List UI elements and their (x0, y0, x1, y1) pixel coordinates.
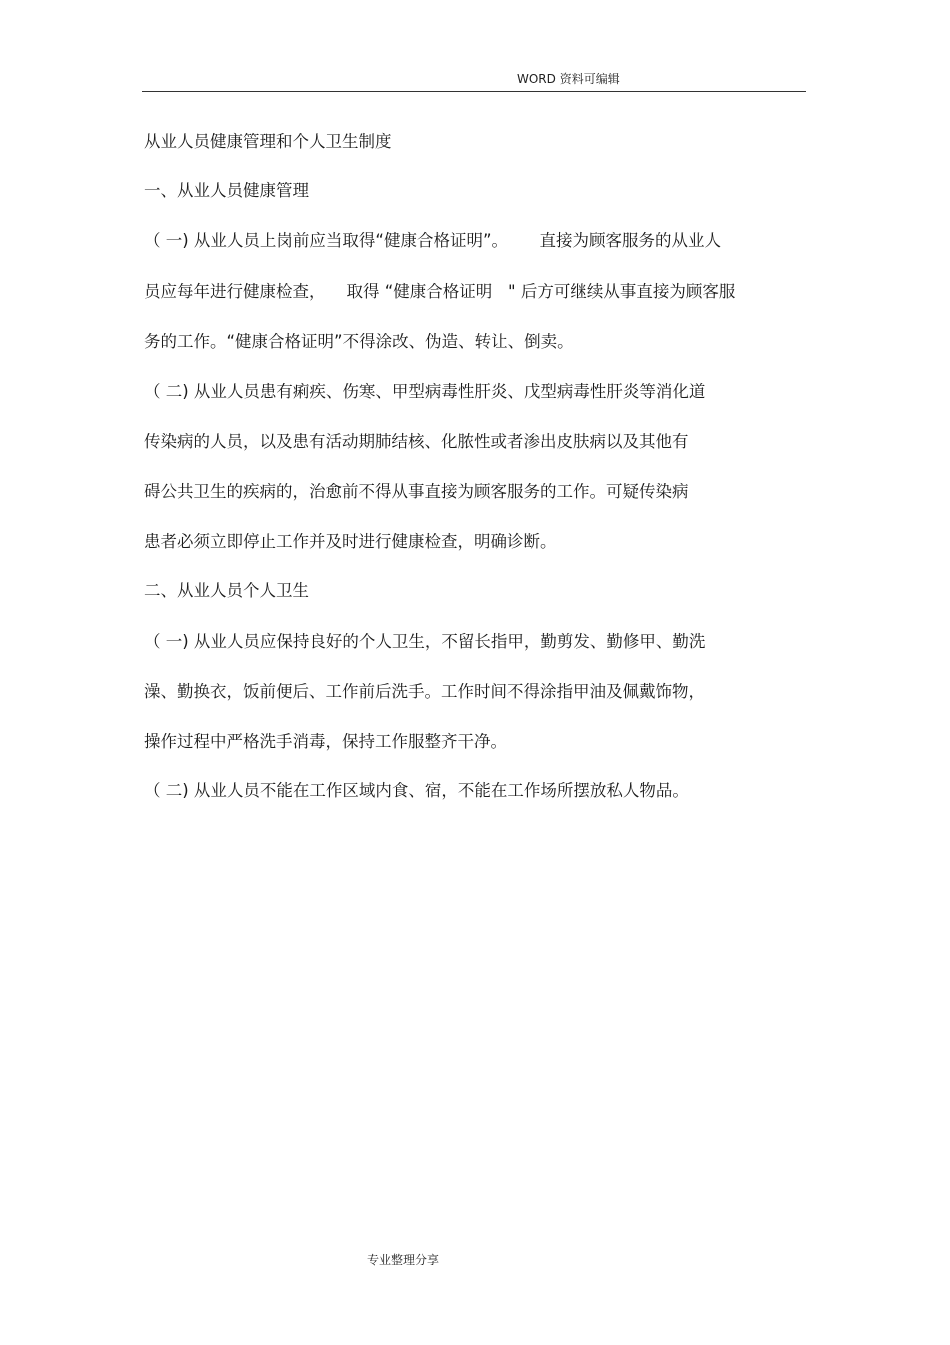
section-1-item-2-line-3: 碍公共卫生的疾病的，治愈前不得从事直接为顾客服务的工作。可疑传染病 (144, 482, 689, 501)
section-1-item-2-line-1: （ 二) 从业人员患有痢疾、伤寒、甲型病毒性肝炎、戊型病毒性肝炎等消化道 (144, 382, 706, 401)
section-2-item-1-line-2: 澡、勤换衣，饭前便后、工作前后洗手。工作时间不得涂指甲油及佩戴饰物， (144, 682, 705, 701)
section-1-item-1-line-2: 员应每年进行健康检查， 取得 “健康合格证明 " 后方可继续从事直接为顾客服 (144, 282, 736, 301)
section-1-heading: 一、从业人员健康管理 (144, 181, 309, 200)
section-1-item-2-line-2: 传染病的人员，以及患有活动期肺结核、化脓性或者渗出皮肤病以及其他有 (144, 432, 689, 451)
section-1-item-2-line-4: 患者必须立即停止工作并及时进行健康检查，明确诊断。 (144, 532, 557, 551)
header-label: WORD 资料可编辑 (517, 72, 620, 86)
section-1-item-1-line-3: 务的工作。“健康合格证明”不得涂改、伪造、转让、倒卖。 (144, 332, 574, 351)
section-1-item-1-line-1: （ 一) 从业人员上岗前应当取得“健康合格证明”。 直接为顾客服务的从业人 (144, 231, 721, 250)
header-divider (142, 91, 806, 92)
section-2-item-1-line-1: （ 一) 从业人员应保持良好的个人卫生，不留长指甲，勤剪发、勤修甲、勤洗 (144, 632, 706, 651)
section-2-item-2-line-1: （ 二) 从业人员不能在工作区域内食、宿，不能在工作场所摆放私人物品。 (144, 781, 689, 800)
page-footer: 专业整理分享 (367, 1253, 440, 1267)
document-title: 从业人员健康管理和个人卫生制度 (144, 132, 392, 151)
section-2-heading: 二、从业人员个人卫生 (144, 581, 309, 600)
section-2-item-1-line-3: 操作过程中严格洗手消毒，保持工作服整齐干净。 (144, 732, 507, 751)
